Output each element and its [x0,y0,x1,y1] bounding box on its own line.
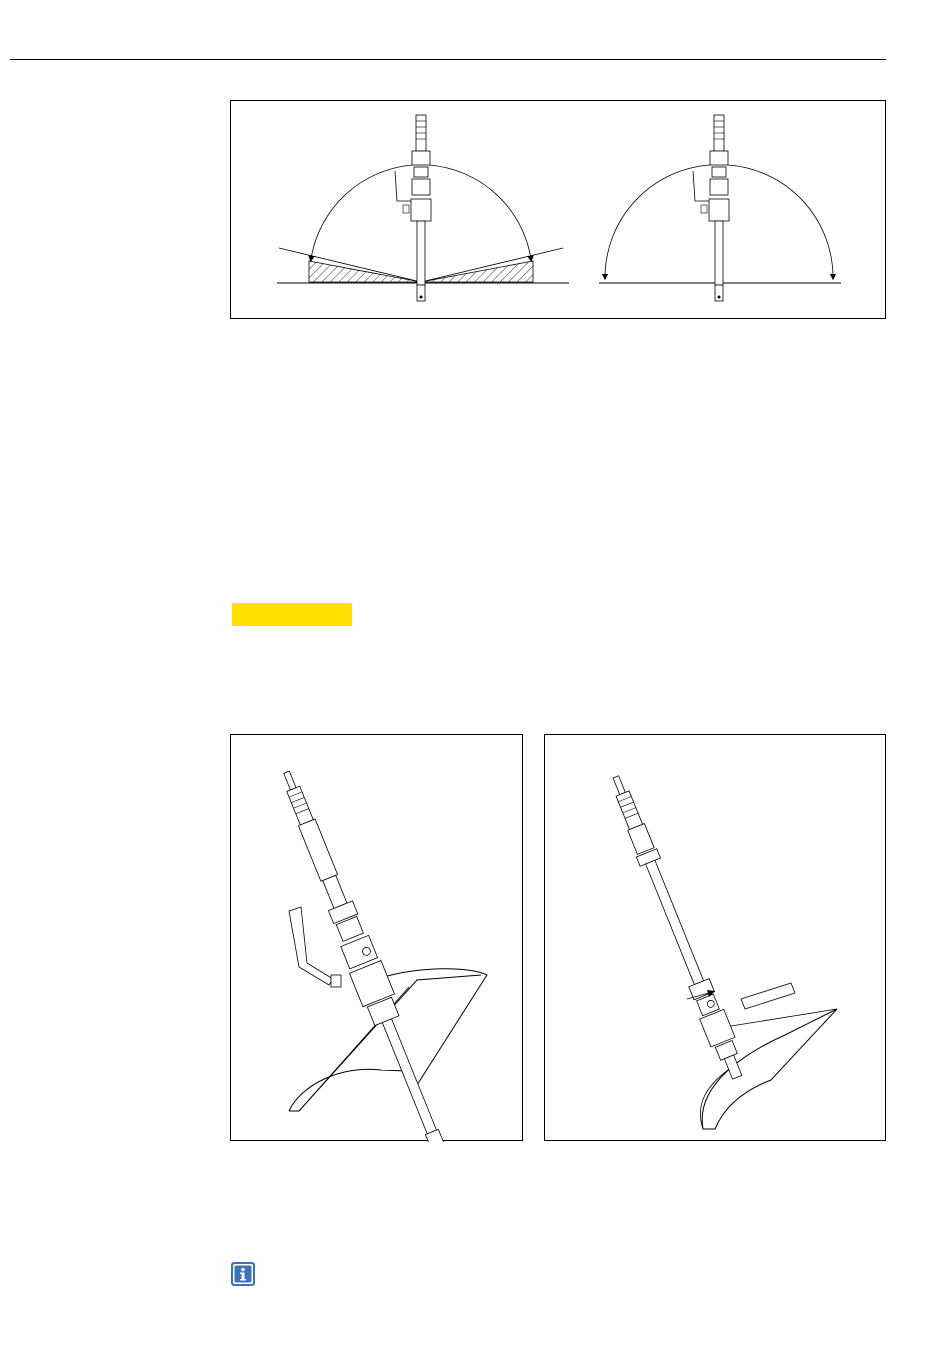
installation-angle-drawing [231,101,887,320]
unrestricted-angle-diagram [599,115,841,301]
info-icon [231,1262,255,1286]
header-rule [10,59,886,60]
weld-socket-assembly-figure [544,734,886,1141]
ball-valve-assembly-drawing [231,735,524,1142]
weld-socket-assembly-drawing [545,735,887,1142]
installation-angle-figure [230,100,886,319]
ball-valve-assembly-figure [230,734,523,1141]
restricted-angle-diagram [277,115,569,301]
caution-banner [232,603,352,626]
